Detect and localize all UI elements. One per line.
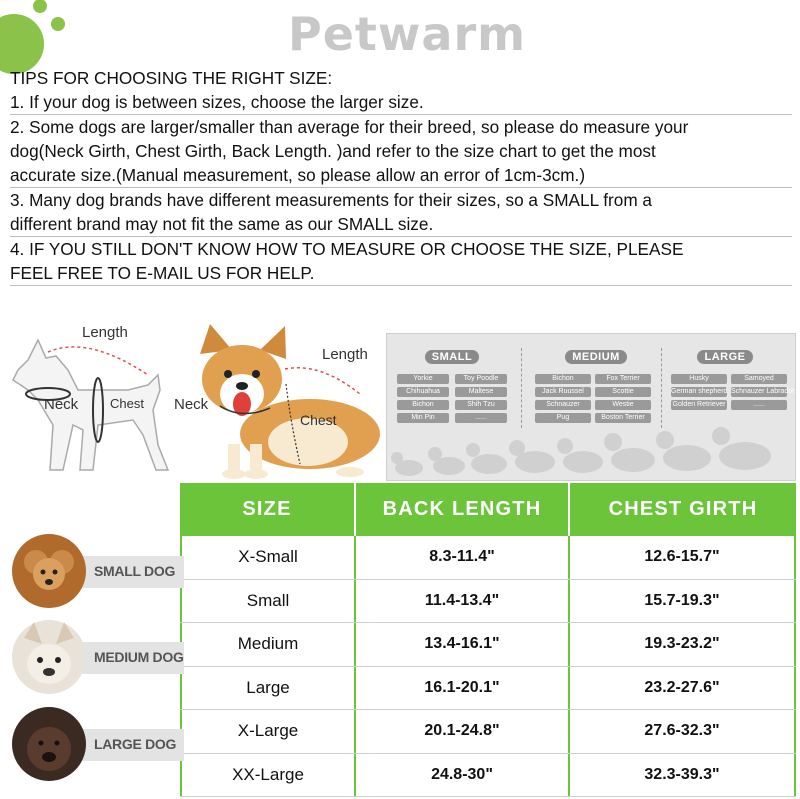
poodle-photo-icon bbox=[10, 532, 88, 610]
brand-logo: Petwarm bbox=[288, 7, 527, 61]
breed-pill: Jack Ruussel bbox=[535, 387, 591, 397]
category-medium-dog bbox=[10, 618, 182, 696]
breed-reference-panel bbox=[386, 333, 796, 481]
neck-label: Neck bbox=[44, 396, 79, 413]
table-row bbox=[180, 667, 796, 711]
breed-pill: Chihuahua bbox=[397, 387, 449, 397]
breed-divider bbox=[521, 348, 522, 428]
tip-line: different brand may not fit the same as our SMALL size. bbox=[10, 212, 792, 237]
header-chest-girth: CHEST GIRTH bbox=[608, 498, 758, 520]
breed-pill: Schnauzer Labrador bbox=[731, 388, 795, 395]
dog-outline-icon bbox=[8, 330, 178, 480]
breed-pill: Samoyed bbox=[731, 374, 787, 384]
back-length-cell: 16.1-20.1" bbox=[356, 667, 570, 710]
chest-girth-cell: 32.3-39.3" bbox=[570, 754, 796, 797]
size-chart-table bbox=[180, 483, 796, 797]
back-length-cell: 24.8-30" bbox=[356, 754, 570, 797]
back-length-cell: 13.4-16.1" bbox=[356, 623, 570, 666]
breed-pill: Fox Terrier bbox=[595, 374, 651, 384]
breed-pill: Scottie bbox=[595, 387, 651, 397]
chest-girth-cell: 27.6-32.3" bbox=[570, 710, 796, 753]
tips-heading: TIPS FOR CHOOSING THE RIGHT SIZE: bbox=[10, 68, 333, 88]
bulldog-photo-icon bbox=[10, 618, 88, 696]
table-header-row bbox=[180, 483, 796, 536]
chest-label: Chest bbox=[300, 412, 337, 428]
category-large-dog bbox=[10, 705, 182, 783]
size-cell: X-Large bbox=[180, 710, 356, 753]
breed-pill: Bichon bbox=[397, 400, 449, 410]
breed-pill: Toy Poodle bbox=[455, 374, 507, 384]
breed-pill: Maltese bbox=[455, 387, 507, 397]
back-length-cell: 11.4-13.4" bbox=[356, 580, 570, 623]
tip-line: 2. Some dogs are larger/smaller than average for their breed, so please do measure your bbox=[10, 117, 689, 137]
category-label: MEDIUM DOG bbox=[94, 649, 184, 665]
dog-silhouettes-icon bbox=[387, 430, 795, 480]
size-cell: Medium bbox=[180, 623, 356, 666]
chest-girth-cell: 12.6-15.7" bbox=[570, 536, 796, 579]
category-label: LARGE DOG bbox=[94, 736, 177, 752]
breed-pill: Bichon bbox=[535, 374, 591, 384]
tip-line: 4. IF YOU STILL DON'T KNOW HOW TO MEASURE OR CHOOSE THE SIZE, PLEASE bbox=[10, 239, 684, 259]
table-row bbox=[180, 536, 796, 580]
breed-pill: German shepherd bbox=[671, 388, 728, 395]
table-row bbox=[180, 710, 796, 754]
breed-pill: Yorkie bbox=[397, 374, 449, 384]
tip-line: accurate size.(Manual measurement, so please allow an error of 1cm-3cm.) bbox=[10, 163, 792, 188]
breed-pill: Schnauzer bbox=[535, 400, 591, 410]
tip-line: FEEL FREE TO E-MAIL US FOR HELP. bbox=[10, 261, 792, 286]
back-length-cell: 8.3-11.4" bbox=[356, 536, 570, 579]
header-size: SIZE bbox=[180, 483, 356, 536]
tip-line: dog(Neck Girth, Chest Girth, Back Length. )and refer to the size chart to get the most bbox=[10, 141, 656, 161]
size-cell: XX-Large bbox=[180, 754, 356, 797]
length-label: Length bbox=[322, 346, 368, 363]
size-cell: Large bbox=[180, 667, 356, 710]
chest-girth-cell: 15.7-19.3" bbox=[570, 580, 796, 623]
breed-divider bbox=[661, 348, 662, 428]
chest-label: Chest bbox=[110, 396, 144, 411]
size-cell: X-Small bbox=[180, 536, 356, 579]
breed-medium-title: MEDIUM bbox=[565, 350, 627, 364]
chest-girth-cell: 19.3-23.2" bbox=[570, 623, 796, 666]
size-tips bbox=[10, 66, 792, 286]
tip-line: 3. Many dog brands have different measurements for their sizes, so a SMALL from a bbox=[10, 190, 652, 210]
header-back-length: BACK LENGTH bbox=[356, 483, 570, 536]
breed-pill: Min Pin bbox=[397, 413, 449, 423]
breed-small-title: SMALL bbox=[425, 350, 479, 364]
table-row bbox=[180, 623, 796, 667]
pitbull-photo-icon bbox=[10, 705, 88, 783]
breed-large-title: LARGE bbox=[697, 350, 753, 364]
chest-girth-cell: 23.2-27.6" bbox=[570, 667, 796, 710]
breed-pill: Pug bbox=[535, 413, 591, 423]
length-label: Length bbox=[82, 324, 128, 341]
category-label: SMALL DOG bbox=[94, 563, 176, 579]
breed-pill: Boston Terrier bbox=[595, 413, 651, 423]
table-row bbox=[180, 754, 796, 798]
category-small-dog bbox=[10, 532, 182, 610]
breed-pill: ...... bbox=[731, 400, 787, 410]
back-length-cell: 20.1-24.8" bbox=[356, 710, 570, 753]
breed-pill: Golden Retriever bbox=[672, 401, 726, 408]
tip-line: 1. If your dog is between sizes, choose the larger size. bbox=[10, 90, 792, 115]
breed-pill: ...... bbox=[455, 413, 507, 423]
breed-pill: Shih Tzu bbox=[455, 400, 507, 410]
breed-pill: Westie bbox=[595, 400, 651, 410]
breed-pill: Husky bbox=[671, 374, 727, 384]
table-row bbox=[180, 580, 796, 624]
neck-label: Neck bbox=[174, 396, 209, 413]
size-cell: Small bbox=[180, 580, 356, 623]
